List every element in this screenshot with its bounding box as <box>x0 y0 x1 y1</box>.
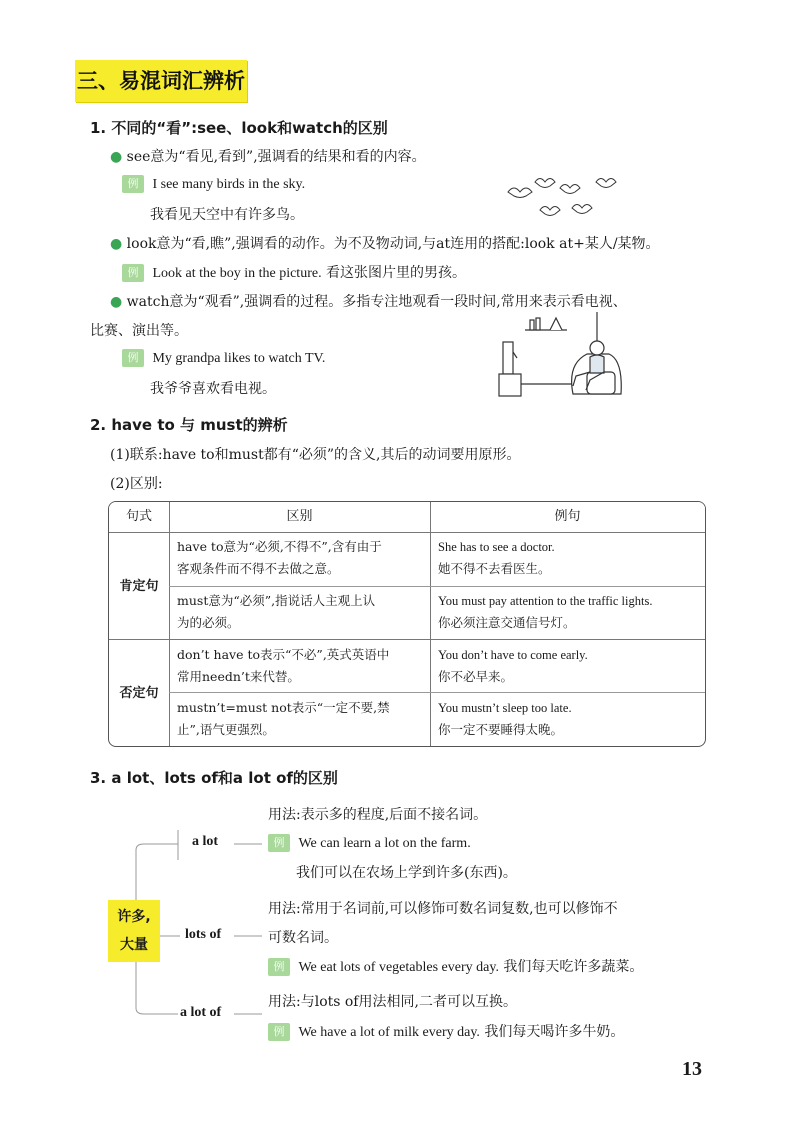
section2-link-text: (1)联系:have to和must都有“必须”的含义,其后的动词要用原形。 <box>110 447 521 463</box>
see-example-translation: 我看见天空中有许多鸟。 <box>150 207 304 223</box>
watch-example: 例 My grandpa likes to watch TV. <box>122 349 325 367</box>
branch-example: 例 We have a lot of milk every day. 我们每天喝许多牛奶。 <box>268 1021 624 1041</box>
grandpa-watching-tv-illustration <box>495 312 630 404</box>
watch-bullet-cont: 比赛、演出等。 <box>90 323 188 339</box>
table-cell-example: You mustn’t sleep too late. 你一定不要睡得太晚。 <box>438 701 572 737</box>
section2-title: 2. have to 与 must的辨析 <box>90 416 288 434</box>
table-cell-diff: have to意为“必须,不得不”,含有由于 客观条件而不得不去做之意。 <box>177 539 382 576</box>
mindmap-root: 许多, 大量 <box>108 900 160 962</box>
example-badge-icon: 例 <box>122 264 144 282</box>
section1-title: 1. 不同的“看”:see、look和watch的区别 <box>90 119 388 137</box>
branch-example: 例 We eat lots of vegetables every day. 我们每天吃许多蔬菜。 <box>268 956 643 976</box>
branch-usage: 用法:表示多的程度,后面不接名词。 <box>268 807 488 823</box>
row-label-affirmative: 肯定句 <box>119 579 159 594</box>
table-cell-example: You must pay attention to the traffic lights. 你必须注意交通信号灯。 <box>438 594 653 630</box>
branch-example: 例 We can learn a lot on the farm. <box>268 834 471 852</box>
see-example: 例 I see many birds in the sky. <box>122 175 305 193</box>
table-header <box>109 502 705 533</box>
table-cell-example: She has to see a doctor. 她不得不去看医生。 <box>438 540 555 576</box>
birds-illustration <box>500 170 630 225</box>
table-header-cell: 例句 <box>554 509 581 524</box>
table-cell-diff: must意为“必须”,指说话人主观上认 为的必须。 <box>177 593 376 630</box>
bullet-dot-icon: ● <box>110 149 123 165</box>
look-example: 例 Look at the boy in the picture. 看这张图片里的男孩。 <box>122 262 466 282</box>
example-badge-icon: 例 <box>268 1023 290 1041</box>
bullet-dot-icon: ● <box>110 236 123 252</box>
example-badge-icon: 例 <box>122 175 144 193</box>
page-number: 13 <box>682 1058 702 1080</box>
example-badge-icon: 例 <box>268 958 290 976</box>
example-badge-icon: 例 <box>268 834 290 852</box>
table-header-cell: 句式 <box>125 509 152 524</box>
section3-title: 3. a lot、lots of和a lot of的区别 <box>90 769 338 787</box>
branch-label-a-lot-of: a lot of <box>180 1005 222 1020</box>
watch-example-translation: 我爷爷喜欢看电视。 <box>150 381 276 397</box>
branch-usage: 用法:常用于名词前,可以修饰可数名词复数,也可以修饰不 <box>268 901 618 917</box>
table-cell-example: You don’t have to come early. 你不必早来。 <box>438 648 588 684</box>
comparison-table <box>108 501 706 747</box>
branch-label-a-lot: a lot <box>192 834 219 849</box>
bullet-dot-icon: ● <box>110 294 123 310</box>
branch-example-translation: 我们可以在农场上学到许多(东西)。 <box>296 865 517 881</box>
branch-usage: 用法:与lots of用法相同,二者可以互换。 <box>268 994 517 1010</box>
table-header-cell: 区别 <box>286 509 313 524</box>
section-heading: 三、易混词汇辨析 <box>75 60 247 102</box>
see-bullet: ● see意为“看见,看到”,强调看的结果和看的内容。 <box>110 149 426 165</box>
table-cell-diff: mustn’t=must not表示“一定不要,禁 止”,语气更强烈。 <box>177 700 390 737</box>
example-badge-icon: 例 <box>122 349 144 367</box>
branch-usage-cont: 可数名词。 <box>268 930 338 946</box>
watch-bullet: ● watch意为“观看”,强调看的过程。多指专注地观看一段时间,常用来表示看电视、 <box>110 294 627 310</box>
look-bullet: ● look意为“看,瞧”,强调看的动作。为不及物动词,与at连用的搭配:look at+某人/某物。 <box>110 236 660 252</box>
branch-label-lots-of: lots of <box>185 927 222 942</box>
table-cell-diff: don’t have to表示“不必”,英式英语中 常用needn’t来代替。 <box>177 647 390 684</box>
section2-diff-label: (2)区别: <box>110 476 163 492</box>
row-label-negative: 否定句 <box>119 686 159 701</box>
